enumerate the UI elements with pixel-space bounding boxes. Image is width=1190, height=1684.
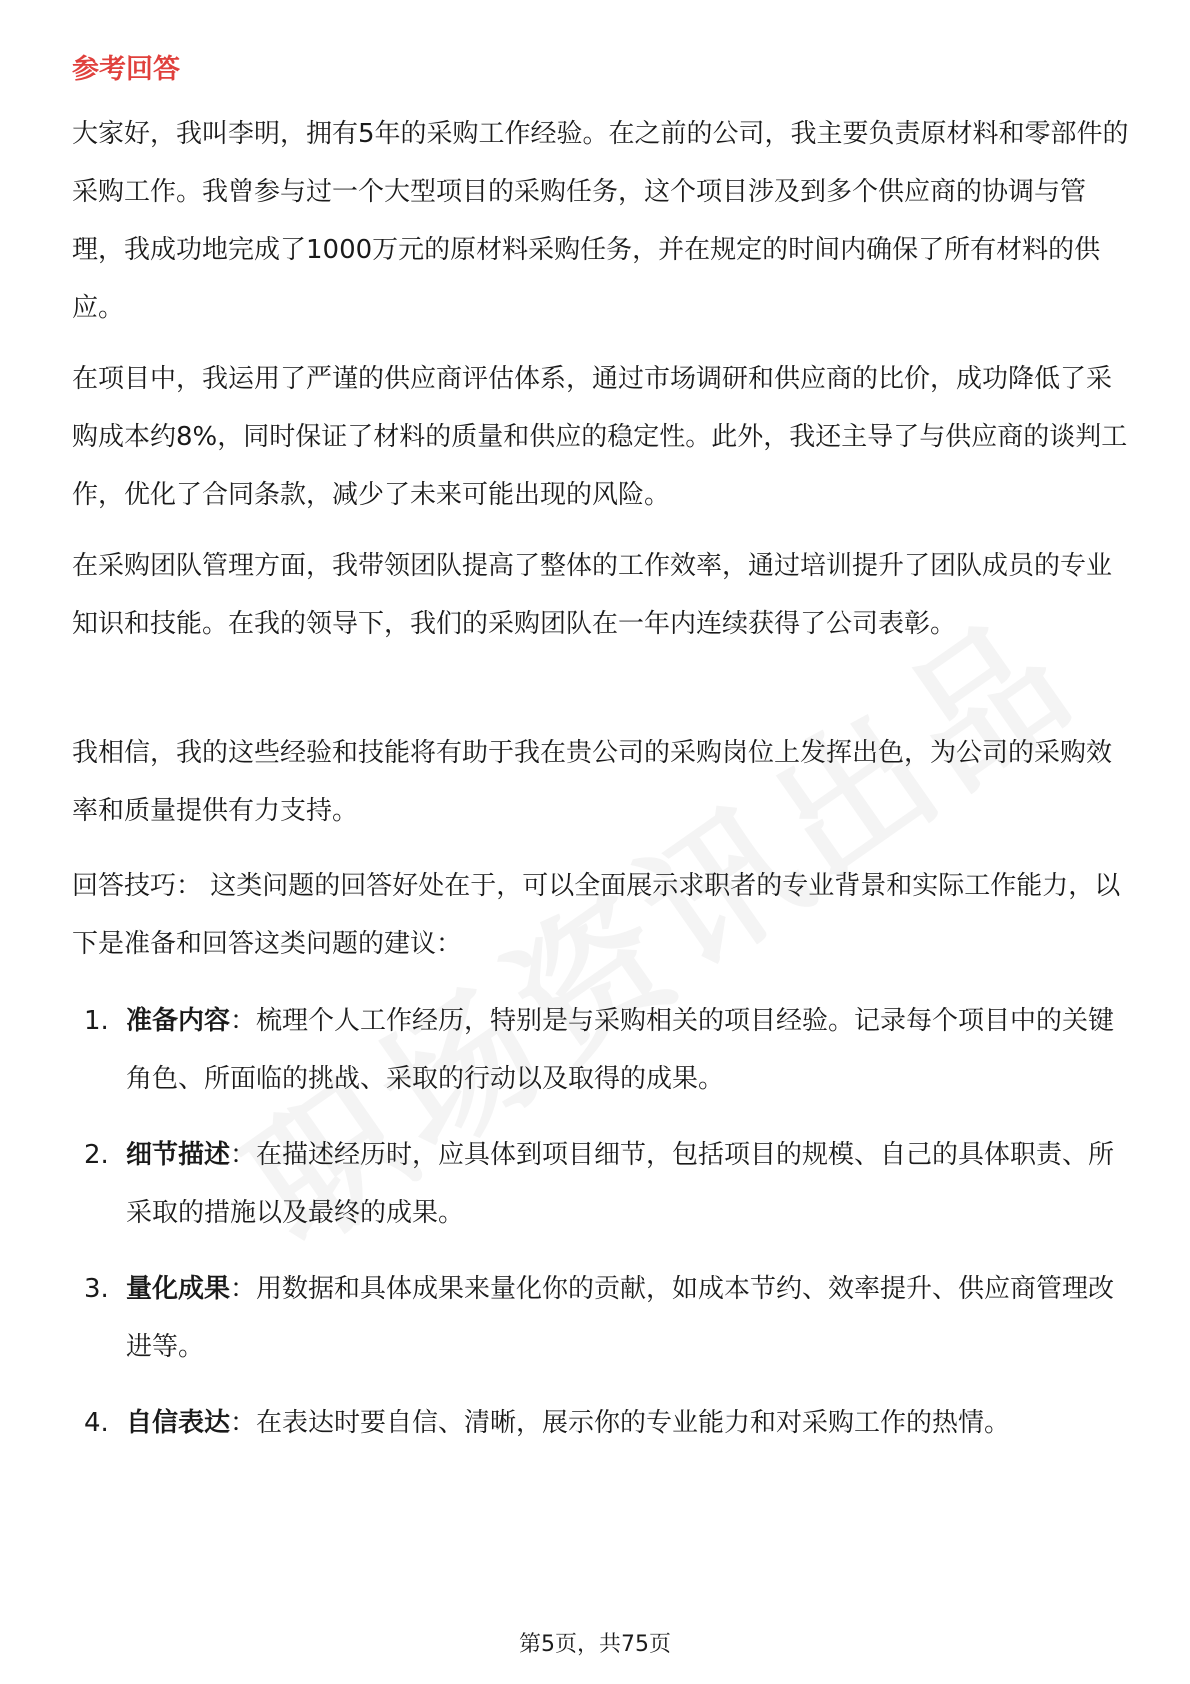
list-number: 3. bbox=[84, 1274, 109, 1304]
list-number: 4. bbox=[84, 1408, 109, 1438]
tip-text: ：梳理个人工作经历，特别是与采购相关的项目经验。记录每个项目中的关键角色、所面临的挑战、采取的行动以及取得的成果。 bbox=[126, 1006, 1115, 1094]
list-number: 2. bbox=[84, 1140, 109, 1170]
tip-term: 自信表达 bbox=[126, 1408, 231, 1438]
list-number: 1. bbox=[84, 1006, 109, 1036]
tips-intro-paragraph: 回答技巧： 这类问题的回答好处在于，可以全面展示求职者的专业背景和实际工作能力，以下是准备和回答这类问题的建议： bbox=[72, 871, 1121, 959]
answer-paragraph-2: 在项目中，我运用了严谨的供应商评估体系，通过市场调研和供应商的比价，成功降低了采购成本约8%，同时保证了材料的质量和供应的稳定性。此外，我还主导了与供应商的谈判工作，优化了合同条款，减少了未来可能出现的风险。 bbox=[72, 364, 1128, 510]
tip-text: ：在表达时要自信、清晰，展示你的专业能力和对采购工作的热情。 bbox=[230, 1408, 1011, 1438]
tip-term: 细节描述 bbox=[126, 1140, 231, 1170]
answer-paragraph-3: 在采购团队管理方面，我带领团队提高了整体的工作效率，通过培训提升了团队成员的专业知识和技能。在我的领导下，我们的采购团队在一年内连续获得了公司表彰。 bbox=[72, 551, 1113, 639]
section-heading: 参考回答 bbox=[72, 54, 180, 85]
tip-body bbox=[126, 992, 1126, 1108]
answer-paragraph-4: 我相信，我的这些经验和技能将有助于我在贵公司的采购岗位上发挥出色，为公司的采购效率和质量提供有力支持。 bbox=[72, 738, 1113, 826]
answer-paragraph-1: 大家好，我叫李明，拥有5年的采购工作经验。在之前的公司，我主要负责原材料和零部件的采购工作。我曾参与过一个大型项目的采购任务，这个项目涉及到多个供应商的协调与管理，我成功地完成了1000万元的原材料采购任务，并在规定的时间内确保了所有材料的供应。 bbox=[72, 119, 1129, 323]
tip-body bbox=[126, 1260, 1126, 1376]
tip-text: ：用数据和具体成果来量化你的贡献，如成本节约、效率提升、供应商管理改进等。 bbox=[126, 1274, 1115, 1362]
tip-term: 量化成果 bbox=[126, 1274, 231, 1304]
tip-body bbox=[126, 1394, 1126, 1452]
tip-text: ：在描述经历时，应具体到项目细节，包括项目的规模、自己的具体职责、所采取的措施以及最终的成果。 bbox=[126, 1140, 1115, 1228]
tip-body bbox=[126, 1126, 1126, 1242]
tip-term: 准备内容 bbox=[126, 1006, 231, 1036]
page-footer: 第5页，共75页 bbox=[519, 1632, 671, 1657]
